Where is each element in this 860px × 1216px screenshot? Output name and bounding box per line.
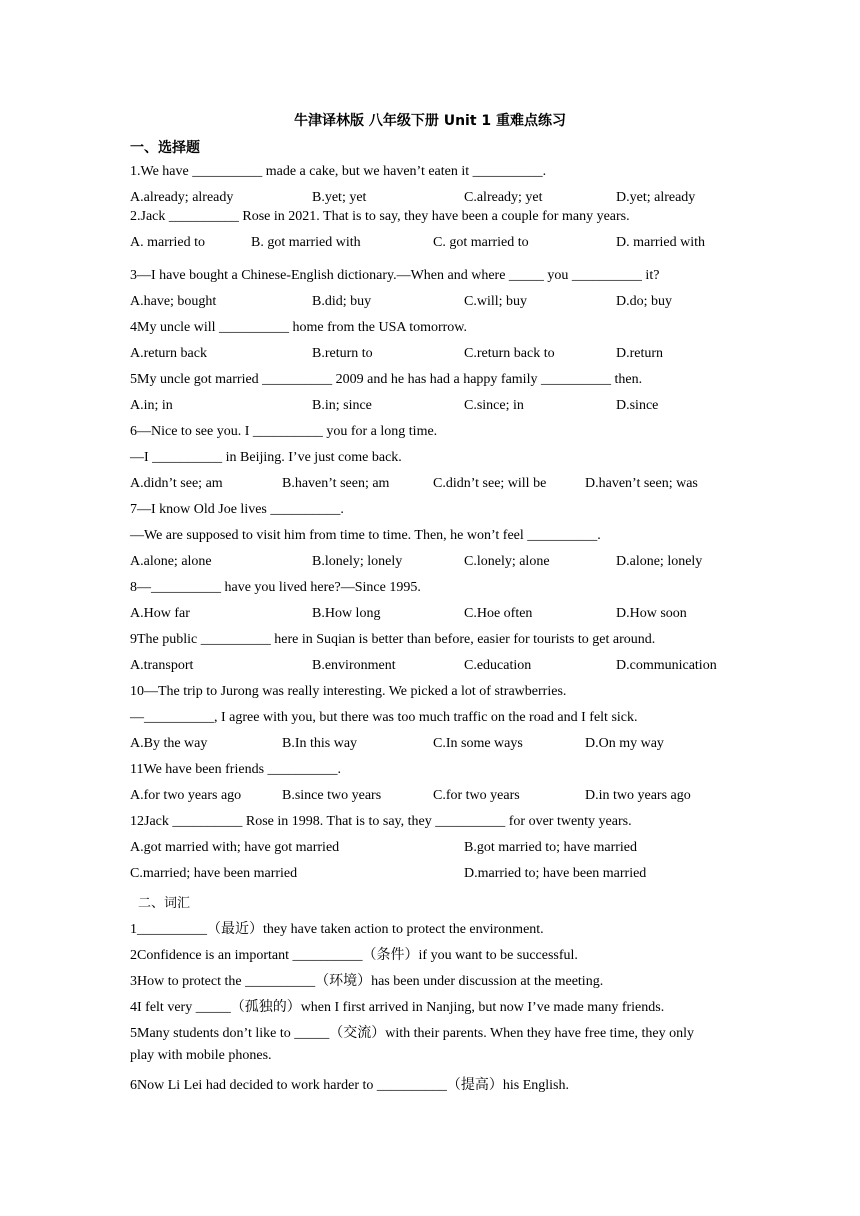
option-d: D. married with	[616, 235, 706, 250]
option-a: A.alone; alone	[130, 554, 212, 569]
option-b: B.lonely; lonely	[312, 554, 403, 569]
option-a: A.didn’t see; am	[130, 476, 223, 491]
question-12-options-cd	[130, 866, 750, 886]
option-b: B.In this way	[282, 736, 358, 751]
question-9-options	[130, 658, 750, 678]
question-4-options	[130, 346, 750, 366]
option-a: A.for two years ago	[130, 788, 242, 803]
option-c: C.lonely; alone	[464, 554, 550, 569]
option-b: B. got married with	[251, 235, 361, 250]
option-d: D.do; buy	[616, 294, 672, 309]
option-a: A.already; already	[130, 190, 234, 205]
option-c: C.already; yet	[464, 190, 543, 205]
question-6-options	[130, 476, 750, 496]
vocab-1: 1__________（最近）they have taken action to protect the environment.	[130, 922, 544, 937]
question-12: 12Jack __________ Rose in 1998. That is to say, they __________ for over twenty years.	[130, 814, 632, 829]
option-d: D.yet; already	[616, 190, 696, 205]
question-11-options	[130, 788, 750, 808]
question-5-options	[130, 398, 750, 418]
option-b: B.since two years	[282, 788, 382, 803]
question-6-reply: —I __________ in Beijing. I’ve just come back.	[130, 450, 402, 465]
question-2-options	[130, 235, 750, 255]
option-b: B.got married to; have married	[464, 840, 637, 855]
option-c: C.didn’t see; will be	[433, 476, 547, 491]
question-1: 1.We have __________ made a cake, but we haven’t eaten it __________.	[130, 164, 547, 179]
question-10: 10—The trip to Jurong was really interesting. We picked a lot of strawberries.	[130, 684, 567, 699]
option-b: B.did; buy	[312, 294, 372, 309]
option-c: C.will; buy	[464, 294, 528, 309]
option-c: C.since; in	[464, 398, 524, 413]
option-d: D.How soon	[616, 606, 687, 621]
vocab-4: 4I felt very _____（孤独的）when I first arrived in Nanjing, but now I’ve made many friends.	[130, 1000, 665, 1015]
question-8: 8—__________ have you lived here?—Since 1995.	[130, 580, 421, 595]
question-6: 6—Nice to see you. I __________ you for a long time.	[130, 424, 438, 439]
option-a: A.in; in	[130, 398, 173, 413]
vocab-3: 3How to protect the __________（环境）has been under discussion at the meeting.	[130, 974, 604, 989]
option-a: A.have; bought	[130, 294, 217, 309]
question-4: 4My uncle will __________ home from the USA tomorrow.	[130, 320, 468, 335]
question-10-options	[130, 736, 750, 756]
option-b: B.yet; yet	[312, 190, 367, 205]
question-5: 5My uncle got married __________ 2009 and he has had a happy family __________ then.	[130, 372, 643, 387]
question-7-options	[130, 554, 750, 574]
question-3: 3—I have bought a Chinese-English dictionary.—When and where _____ you __________ it?	[130, 268, 660, 283]
option-c: C. got married to	[433, 235, 529, 250]
question-8-options	[130, 606, 750, 626]
option-d: D.alone; lonely	[616, 554, 703, 569]
page-title: 牛津译林版 八年级下册 Unit 1 重难点练习	[293, 113, 567, 129]
option-a: A. married to	[130, 235, 206, 250]
option-d: D.since	[616, 398, 659, 413]
option-b: B.in; since	[312, 398, 372, 413]
option-d: D.in two years ago	[585, 788, 691, 803]
option-d: D.haven’t seen; was	[585, 476, 698, 491]
option-d: D.married to; have been married	[464, 866, 647, 881]
option-a: A.got married with; have got married	[130, 840, 340, 855]
question-3-options	[130, 294, 750, 314]
option-b: B.haven’t seen; am	[282, 476, 390, 491]
question-1-options	[130, 190, 750, 210]
option-c: C.married; have been married	[130, 866, 298, 881]
question-7: 7—I know Old Joe lives __________.	[130, 502, 344, 517]
option-c: C.education	[464, 658, 532, 673]
option-d: D.communication	[616, 658, 717, 673]
option-d: D.On my way	[585, 736, 664, 751]
option-c: C.Hoe often	[464, 606, 533, 621]
option-a: A.return back	[130, 346, 207, 361]
option-a: A.transport	[130, 658, 194, 673]
option-a: A.By the way	[130, 736, 208, 751]
question-12-options-ab	[130, 840, 750, 860]
option-a: A.How far	[130, 606, 190, 621]
option-c: C.In some ways	[433, 736, 523, 751]
vocab-6: 6Now Li Lei had decided to work harder to __________（提高）his English.	[130, 1078, 569, 1093]
option-b: B.How long	[312, 606, 381, 621]
option-c: C.for two years	[433, 788, 520, 803]
question-2: 2.Jack __________ Rose in 2021. That is to say, they have been a couple for many years.	[130, 209, 630, 224]
vocab-2: 2Confidence is an important __________（条件）if you want to be successful.	[130, 948, 578, 963]
option-b: B.environment	[312, 658, 396, 673]
option-c: C.return back to	[464, 346, 555, 361]
section-heading-choice: 一、选择题	[130, 140, 200, 156]
question-9: 9The public __________ here in Suqian is better than before, easier for tourists to get around.	[130, 632, 656, 647]
question-10-reply: —__________, I agree with you, but there was too much traffic on the road and I felt sick.	[130, 710, 638, 725]
question-11: 11We have been friends __________.	[130, 762, 342, 777]
option-d: D.return	[616, 346, 664, 361]
question-7-reply: —We are supposed to visit him from time to time. Then, he won’t feel __________.	[130, 528, 601, 543]
option-b: B.return to	[312, 346, 373, 361]
section-heading-vocabulary: 二、词汇	[138, 896, 191, 911]
vocab-5: 5Many students don’t like to _____（交流）with their parents. When they have free time, they only	[130, 1026, 695, 1041]
vocab-5-continued: play with mobile phones.	[130, 1048, 272, 1063]
